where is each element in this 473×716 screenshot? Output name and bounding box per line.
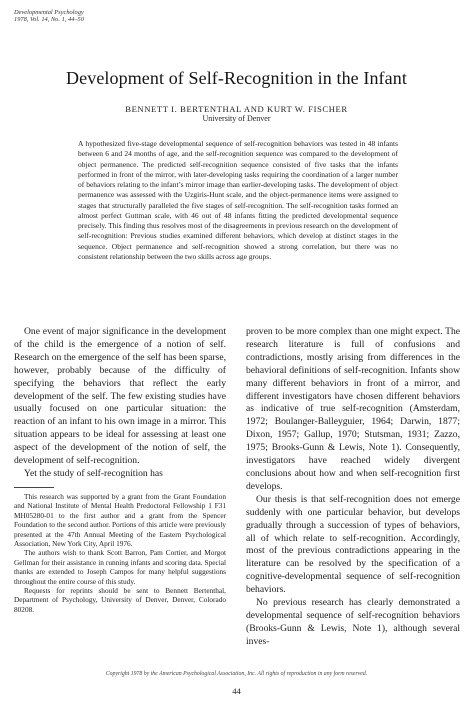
body-paragraph: proven to be more complex than one might expect. The research literature is full of confusions and contradictions, mostly arising from differences in the behavioral definitions of self-recognition. Infants show many different behaviors in front of a mirror, and different investigators have chosen different behaviors as indicative of true self-recognition (Amsterdam, 1972; Boulanger-Balleyguier, 1964; Darwin, 1877; Dixon, 1957; Gallup, 1970; Stutsman, 1931; Zazzo, 1975; Brooks-Gunn & Lewis, Note 1). Consequently, investigators have reached widely divergent conclusions about how and when self-recognition first develops.: [246, 326, 460, 492]
citation-journal-name: Developmental Psychology: [14, 9, 84, 16]
footnote: This research was supported by a grant from the Grant Foundation and National Institute of Mental Health Predoctoral Fellowship 1 F31 MH05280-01 to the first author and a grant from the Spencer Foundation to the second author. Portions of this article were previously presented at the 47th Annual Meeting of the Eastern Psychological Association, New York City, April 1976.: [14, 492, 226, 549]
page-number: 44: [232, 686, 241, 696]
journal-citation: [14, 9, 84, 24]
article-abstract: A hypothesized five-stage developmental sequence of self-recognition behaviors was tested in 48 infants between 6 and 24 months of age, and the self-recognition sequence was compared to the development of object permanence. The predicted self-recognition sequence consisted of five tasks that the infants performed in front of the mirror, with later-developing tasks requiring the coordination of a larger number of behaviors relating to the infant’s mirror image than earlier-developing tasks. The development of object permanence was assessed with the Uzgiris-Hunt scale, and the object-permanence items were assigned to stages that structurally paralleled the five stages of self-recognition. The self-recognition tasks formed an almost perfect Guttman scale, with 46 out of 48 infants fitting the predicted developmental sequence precisely. This finding thus resolves most of the disagreements in previous research on the development of self-recognition: Previous studies examined different behaviors, which develop at distinct stages in the sequence. Object permanence and self-recognition showed a strong correlation, but there was no consistent relationship between the two skills across age groups.: [78, 139, 398, 261]
author-affiliation: University of Denver: [202, 114, 271, 123]
footnotes: [14, 492, 226, 614]
body-paragraph: One event of major significance in the development of the child is the emergence of a notion of self. Research on the emergence of the self has been sparse, however, probably because of the difficulty of specifying the behaviors that reflect the early development of the self. The few existing studies have usually focused on one particular situation: the reaction of an infant to his own image in a mirror. This situation appears to be ideal for assessing at least one aspect of the development of the notion of self, the development of self-recognition.: [14, 326, 226, 467]
citation-volume-pages: 1978, Vol. 14, No. 1, 44–50: [14, 16, 84, 24]
body-paragraph: Our thesis is that self-recognition does not emerge suddenly with one particular behavior, but develops gradually through a succession of types of behaviors, all of which relate to self-recognition. Accordingly, most of the previous contradictions appearing in the literature can be resolved by the specification of a cognitive-developmental sequence of self-recognition behaviors.: [246, 493, 460, 596]
body-paragraph: No previous research has clearly demonstrated a developmental sequence of self-recognition behaviors (Brooks-Gunn & Lewis, Note 1), although several inves-: [246, 597, 460, 647]
article-title: Development of Self-Recognition in the Infant: [66, 68, 407, 88]
left-column: [14, 326, 226, 481]
right-column: [246, 326, 460, 649]
footnote: Requests for reprints should be sent to Bennett Bertenthal, Department of Psychology, University of Denver, Denver, Colorado 80208.: [14, 586, 226, 614]
footnote: The authors wish to thank Scott Barron, Pam Cortier, and Morgot Gellman for their assistance in running infants and scoring data. Special thanks are extended to Joseph Campos for many helpful suggestions throughout the entire course of this study.: [14, 548, 226, 586]
article-authors: BENNETT I. BERTENTHAL AND KURT W. FISCHER: [125, 104, 348, 114]
body-paragraph: Yet the study of self-recognition has: [24, 467, 163, 479]
footnote-divider: [14, 487, 54, 488]
copyright-notice: Copyright 1978 by the American Psychological Association, Inc. All rights of reproduction in any form reserved.: [105, 671, 368, 677]
